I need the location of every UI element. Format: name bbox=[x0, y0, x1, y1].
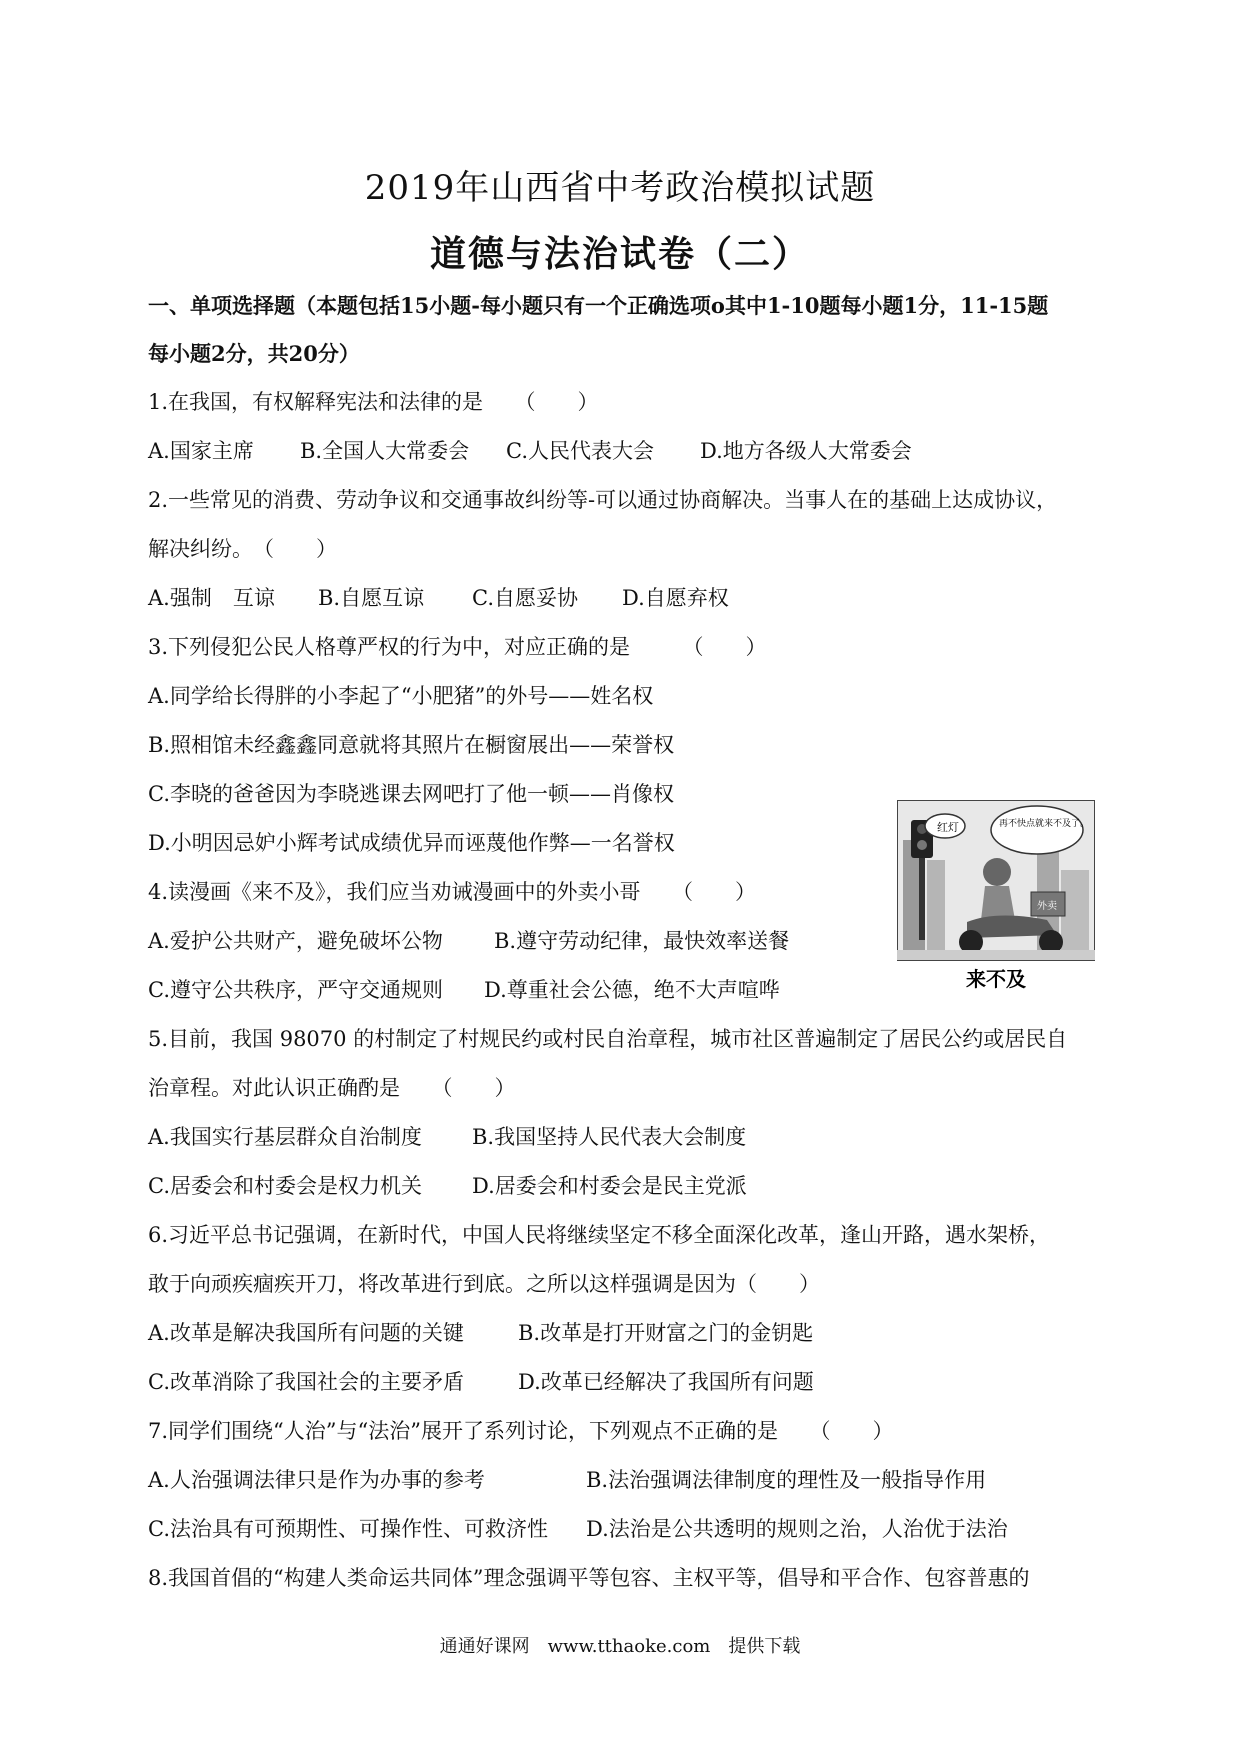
question-3-option-a: A.同学给长得胖的小李起了“小肥猪”的外号——姓名权 bbox=[148, 684, 654, 708]
question-2-stem-line-1: 2.一些常见的消费、劳动争议和交通事故纠纷等-可以通过协商解决。当事人在的基础上达成协议， bbox=[148, 488, 1058, 512]
option-d: D.居委会和村委会是民主党派 bbox=[472, 1174, 747, 1198]
option-c: C.人民代表大会 bbox=[506, 439, 654, 463]
question-3-option-b: B.照相馆未经鑫鑫同意就将其照片在橱窗展出——荣誉权 bbox=[148, 733, 675, 757]
speech-left-text: 红灯 bbox=[937, 821, 959, 834]
question-1-options bbox=[148, 435, 912, 465]
exam-title: 2019年山西省中考政治模拟试题 bbox=[364, 168, 876, 208]
question-1-stem: 1.在我国，有权解释宪法和法律的是 （ ） bbox=[148, 390, 599, 414]
option-b: B.法治强调法律制度的理性及一般指导作用 bbox=[586, 1468, 987, 1492]
option-a: A.强制 互谅 bbox=[148, 586, 275, 610]
question-3-option-d: D.小明因忌妒小辉考试成绩优异而诬蔑他作弊—一名誉权 bbox=[148, 831, 675, 855]
question-6-stem-line-1: 6.习近平总书记强调，在新时代，中国人民将继续坚定不移全面深化改革，逢山开路，遇水架桥， bbox=[148, 1223, 1051, 1247]
option-a: A.我国实行基层群众自治制度 bbox=[148, 1125, 422, 1149]
option-c: C.居委会和村委会是权力机关 bbox=[148, 1174, 422, 1198]
option-b: B.遵守劳动纪律，最快效率送餐 bbox=[494, 929, 790, 953]
cartoon-caption: 来不及 bbox=[966, 967, 1026, 991]
section-header-line-2: 每小题2分，共20分） bbox=[148, 341, 360, 366]
question-3-option-c: C.李晓的爸爸因为李晓逃课去网吧打了他一顿——肖像权 bbox=[148, 782, 674, 806]
question-4-options-row-1 bbox=[148, 925, 789, 955]
option-d: D.法治是公共透明的规则之治，人治优于法治 bbox=[586, 1517, 1008, 1541]
question-4-options-row-2 bbox=[148, 974, 780, 1004]
option-c: C.改革消除了我国社会的主要矛盾 bbox=[148, 1370, 464, 1394]
section-header-line-1: 一、单项选择题（本题包括15小题-每小题只有一个正确选项o其中1-10题每小题1分，11-15题 bbox=[148, 293, 1049, 318]
question-6-stem-line-2: 敢于向顽疾痼疾开刀，将改革进行到底。之所以这样强调是因为（ ） bbox=[148, 1272, 820, 1296]
option-b: B.改革是打开财富之门的金钥匙 bbox=[518, 1321, 814, 1345]
option-a: A.爱护公共财产，避免破坏公物 bbox=[148, 929, 443, 953]
question-6-options-row-2 bbox=[148, 1366, 814, 1396]
question-5-stem-line-2: 治章程。对此认识正确酌是 （ ） bbox=[148, 1076, 516, 1100]
option-d: D.自愿弃权 bbox=[622, 586, 729, 610]
option-c: C.法治具有可预期性、可操作性、可救济性 bbox=[148, 1517, 548, 1541]
option-b: B.我国坚持人民代表大会制度 bbox=[472, 1125, 747, 1149]
option-d: D.改革已经解决了我国所有问题 bbox=[518, 1370, 814, 1394]
question-3-stem: 3.下列侵犯公民人格尊严权的行为中，对应正确的是 （ ） bbox=[148, 635, 767, 659]
option-a: A.改革是解决我国所有问题的关键 bbox=[148, 1321, 464, 1345]
option-b: B.全国人大常委会 bbox=[300, 439, 470, 463]
option-b: B.自愿互谅 bbox=[318, 586, 425, 610]
question-7-options-row-1 bbox=[148, 1464, 986, 1494]
question-2-options bbox=[148, 582, 729, 612]
question-5-options-row-2 bbox=[148, 1170, 747, 1200]
option-a: A.国家主席 bbox=[148, 439, 254, 463]
question-7-stem: 7.同学们围绕“人治”与“法治”展开了系列讨论，下列观点不正确的是 （ ） bbox=[148, 1419, 894, 1443]
option-a: A.人治强调法律只是作为办事的参考 bbox=[148, 1468, 485, 1492]
page-footer: 通通好课网 www.tthaoke.com 提供下载 bbox=[439, 1636, 801, 1657]
question-6-options-row-1 bbox=[148, 1317, 813, 1347]
question-4-stem: 4.读漫画《来不及》，我们应当劝诫漫画中的外卖小哥 （ ） bbox=[148, 880, 757, 904]
speech-right-text: 再不快点就来不及了。 bbox=[999, 819, 1090, 829]
box-label: 外卖 bbox=[1037, 901, 1057, 912]
option-c: C.自愿妥协 bbox=[472, 586, 578, 610]
option-c: C.遵守公共秩序，严守交通规则 bbox=[148, 978, 443, 1002]
question-5-options-row-1 bbox=[148, 1121, 746, 1151]
cartoon-image bbox=[897, 800, 1095, 996]
question-8-stem: 8.我国首倡的“构建人类命运共同体”理念强调平等包容、主权平等，倡导和平合作、包容普惠的 bbox=[148, 1566, 1030, 1590]
exam-subtitle: 道德与法治试卷（二） bbox=[429, 233, 810, 275]
question-2-stem-line-2: 解决纠纷。 （ ） bbox=[148, 537, 337, 561]
option-d: D.地方各级人大常委会 bbox=[700, 439, 912, 463]
question-7-options-row-2 bbox=[148, 1513, 1008, 1543]
option-d: D.尊重社会公德，绝不大声喧哗 bbox=[484, 978, 780, 1002]
question-5-stem-line-1: 5.目前，我国 98070 的村制定了村规民约或村民自治章程，城市社区普遍制定了居民公约或居民自 bbox=[148, 1027, 1068, 1051]
